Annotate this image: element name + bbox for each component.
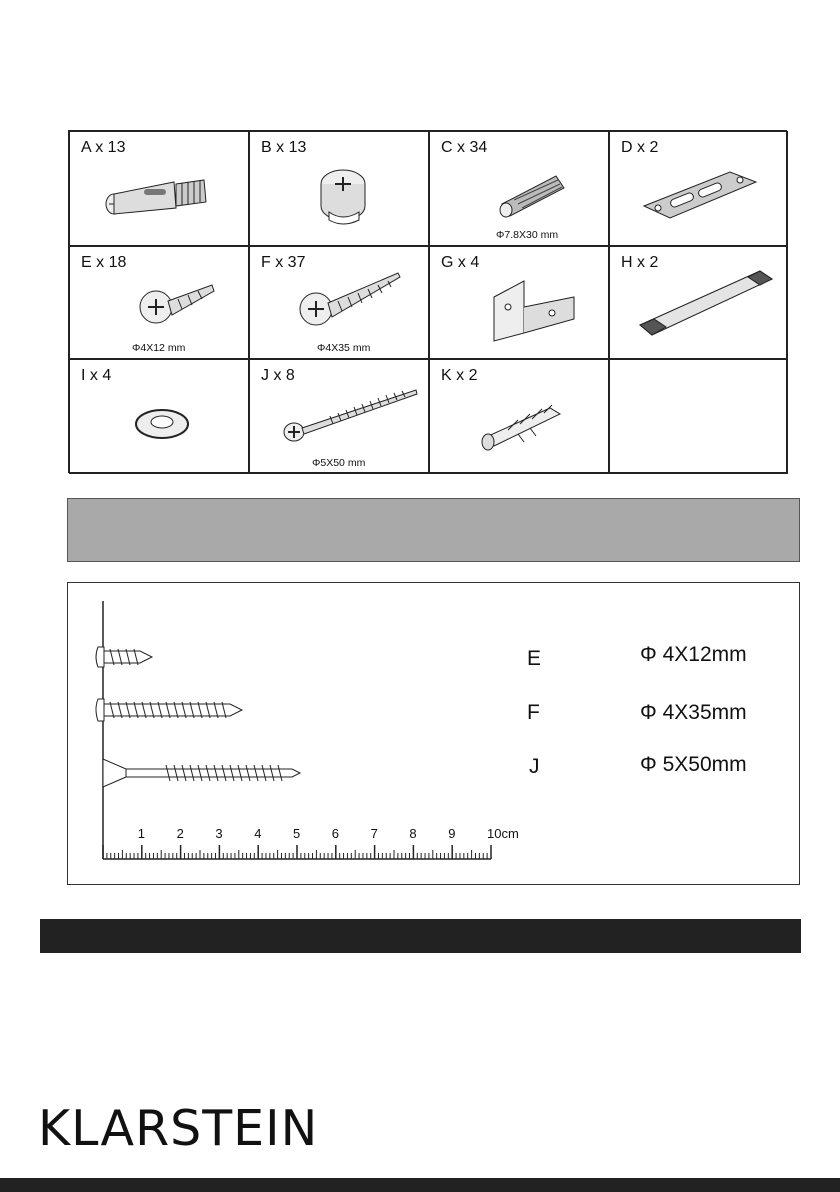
part-cell-e [69,246,249,359]
adhesive-strip-icon [636,265,776,343]
part-label: I x 4 [81,367,112,384]
part-label: H x 2 [621,254,659,271]
washer-icon [132,404,192,444]
ruler-tick-label: 2 [176,826,184,841]
screw-letter-f: F [527,701,540,724]
part-label: C x 34 [441,139,488,156]
part-label: F x 37 [261,254,306,271]
ruler-tick-label: 6 [331,826,340,841]
part-cell-i [69,359,249,474]
short-screw-icon [134,271,224,331]
wooden-dowel-icon [494,168,574,218]
ruler-tick-label: 8 [409,826,417,841]
part-dimension: Φ7.8X30 mm [496,229,559,241]
screw-j-drawing [103,759,300,787]
part-cell-k [429,359,609,474]
part-cell-a [69,131,249,246]
part-cell-c [429,131,609,246]
part-label: A x 13 [81,139,126,156]
screw-spec-e: Φ 4X12mm [640,643,747,666]
screw-spec-f: Φ 4X35mm [640,701,747,724]
angle-bracket-icon [490,277,580,343]
part-cell-j [249,359,429,474]
long-screw-icon [280,388,420,448]
brand-logo: KLARSTEIN [38,1100,319,1157]
ruler-tick-label: 1 [137,826,146,841]
part-label: G x 4 [441,254,480,271]
screw-spec-j: Φ 5X50mm [640,753,747,776]
screw-size-chart [67,582,800,885]
part-label: B x 13 [261,139,307,156]
ruler-tick-label: 4 [254,826,262,841]
medium-screw-icon [294,267,404,337]
screw-letter-e: E [527,647,542,670]
section-divider-bar [40,919,801,953]
part-cell-d [609,131,788,246]
wall-plug-icon [478,398,578,454]
part-label: E x 18 [81,254,127,271]
cam-lock-icon [315,162,375,227]
part-dimension: Φ4X12 mm [132,342,186,354]
part-cell-b [249,131,429,246]
part-label: J x 8 [261,367,295,384]
part-label: D x 2 [621,139,659,156]
footer-bar [0,1178,840,1192]
screw-letter-j: J [529,755,540,778]
ruler-tick-label: 9 [448,826,456,841]
part-cell-f [249,246,429,359]
part-cell-empty [609,359,788,474]
part-dimension: Φ5X50 mm [312,457,366,469]
section-header-bar [67,498,800,562]
part-dimension: Φ4X35 mm [317,342,371,354]
part-label: K x 2 [441,367,478,384]
ruler-scale [103,845,491,859]
screw-f-drawing [96,699,242,721]
connector-bolt-icon [104,172,214,222]
screw-e-drawing [96,647,152,667]
part-cell-g [429,246,609,359]
ruler-tick-label: 5 [293,826,301,841]
parts-grid [68,130,787,473]
ruler-tick-label: 10cm [487,826,519,841]
mounting-plate-icon [640,168,760,228]
ruler-tick-label: 7 [370,826,378,841]
ruler-tick-label: 3 [215,826,223,841]
part-cell-h [609,246,788,359]
